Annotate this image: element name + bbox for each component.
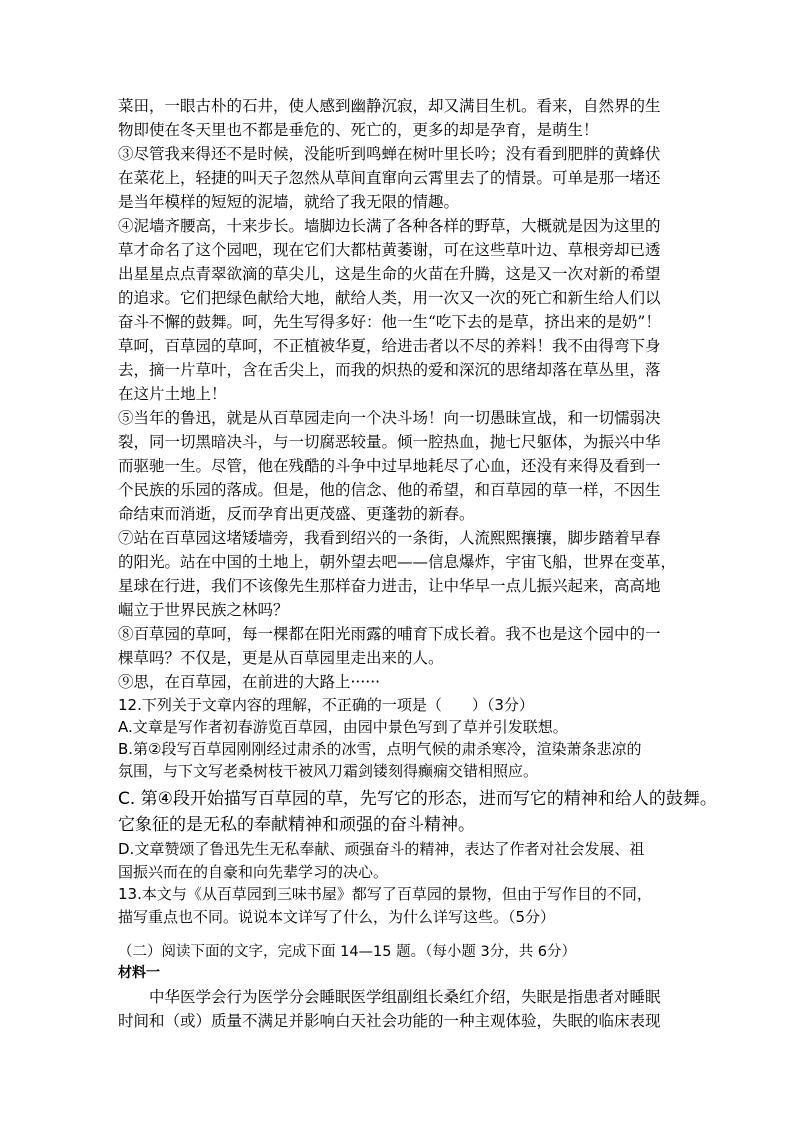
essay-line: 的阳光。站在中国的土地上，朝外望去吧——信息爆炸，宇宙飞船，世界在变革， (118, 553, 677, 571)
option-a: A.文章是写作者初春游览百草园，由园中景色写到了草并引发联想。 (118, 718, 568, 736)
option-d-cont: 国振兴而在的自豪和向先辈学习的决心。 (118, 863, 389, 881)
section-heading: （二）阅读下面的文字，完成下面 14—15 题。（每小题 3分，共 6分） (118, 944, 577, 960)
essay-line: 个民族的乐园的落成。但是，他的信念、他的希望，和百草园的草一样，不因生 (118, 481, 661, 499)
essay-line: 在菜花上，轻捷的叫天子忽然从草间直窜向云霄里去了的情景。可单是那一堵还 (118, 169, 661, 187)
essay-line: 的追求。它们把绿色献给大地，献给人类，用一次又一次的死亡和新生给人们以 (118, 289, 661, 307)
question-13-stem: 13.本文与《从百草园到三味书屋》都写了百草园的景物，但由于写作目的不同， (118, 885, 652, 903)
essay-line: 草呵，百草园的草呵，不正植被华夏，给进击者以不尽的养料！我不由得弯下身 (118, 337, 661, 355)
essay-paragraph-7: ⑦站在百草园这堵矮墙旁，我看到绍兴的一条街，人流熙熙攘攘，脚步踏着早春 (118, 529, 661, 547)
option-b: B.第②段写百草园刚刚经过肃杀的冰雪，点明气候的肃杀寒冷，渲染萧条悲凉的 (118, 740, 642, 758)
essay-line: 物即使在冬天里也不都是垂危的、死亡的，更多的却是孕育，是萌生！ (118, 121, 599, 139)
option-d: D.文章赞颂了鲁迅先生无私奉献、顽强奋斗的精神，表达了作者对社会发展、祖 (118, 840, 645, 858)
essay-line: 去，摘一片草叶，含在舌尖上，而我的炽热的爱和深沉的思绪却落在草丛里，落 (118, 361, 661, 379)
essay-line: 崛立于世界民族之林吗？ (118, 601, 289, 619)
essay-line: 而驱驰一生。尽管，他在残酷的斗争中过早地耗尽了心血，还没有来得及看到一 (118, 457, 661, 475)
essay-paragraph-9: ⑨思，在百草园，在前进的大路上······ (118, 673, 381, 691)
essay-line: 菜田，一眼古朴的石井，使人感到幽静沉寂，却又满目生机。看来，自然界的生 (118, 97, 661, 115)
essay-line: 裂，同一切黑暗决斗，与一切腐恶较量。倾一腔热血，抛七尺躯体，为振兴中华 (118, 433, 661, 451)
essay-paragraph-5: ⑤当年的鲁迅，就是从百草园走向一个决斗场！向一切愚昧宣战，和一切懦弱决 (118, 409, 661, 427)
essay-line: 棵草吗？不仅是，更是从百草园里走出来的人。 (118, 649, 444, 667)
essay-line: 命结束而消逝，反而孕育出更茂盛、更蓬勃的新春。 (118, 505, 475, 523)
essay-paragraph-3: ③尽管我来得还不是时候，没能听到鸣蝉在树叶里长吟；没有看到肥胖的黄蜂伏 (118, 145, 661, 163)
essay-line: 在这片土地上！ (118, 385, 227, 403)
material-paragraph: 中华医学会行为医学分会睡眠医学组副组长桑红介绍，失眠是指患者对睡眠 (118, 988, 661, 1006)
question-12-stem: 12.下列关于文章内容的理解，不正确的一项是（ ）（3分） (118, 696, 534, 714)
option-b-cont: 氛围，与下文写老桑树枝干被风刀霜剑镂刻得癫痫交错相照应。 (118, 762, 539, 780)
material-label: 材料一 (118, 965, 160, 981)
essay-line: 是当年模样的短短的泥墙，就给了我无限的情趣。 (118, 193, 460, 211)
essay-line: 草才命名了这个园吧，现在它们大都枯黄萎谢，可在这些草叶边、草根旁却已透 (118, 241, 661, 259)
option-c: C. 第④段开始描写百草园的草，先写它的形态，进而写它的精神和给人的鼓舞。 (118, 789, 717, 809)
essay-paragraph-4: ④泥墙齐腰高，十来步长。墙脚边长满了各种各样的野草，大概就是因为这里的 (118, 217, 661, 235)
option-c-cont: 它象征的是无私的奉献精神和顽强的奋斗精神。 (118, 815, 475, 835)
essay-line: 星球在行进，我们不该像先生那样奋力进击，让中华早一点儿振兴起来，高高地 (118, 577, 661, 595)
essay-paragraph-8: ⑧百草园的草呵，每一棵都在阳光雨露的哺育下成长着。我不也是这个园中的一 (118, 625, 661, 643)
essay-line: 奋斗不懈的鼓舞。呵，先生写得多好：他一生“吃下去的是草，挤出来的是奶”！ (118, 313, 661, 331)
essay-line: 出星星点点青翠欲滴的草尖儿，这是生命的火苗在升腾，这是又一次对新的希望 (118, 265, 661, 283)
question-13-stem-cont: 描写重点也不同。说说本文详写了什么，为什么详写这些。（5分） (118, 908, 556, 926)
material-paragraph-cont: 时间和（或）质量不满足并影响白天社会功能的一种主观体验，失眠的临床表现 (118, 1012, 661, 1030)
